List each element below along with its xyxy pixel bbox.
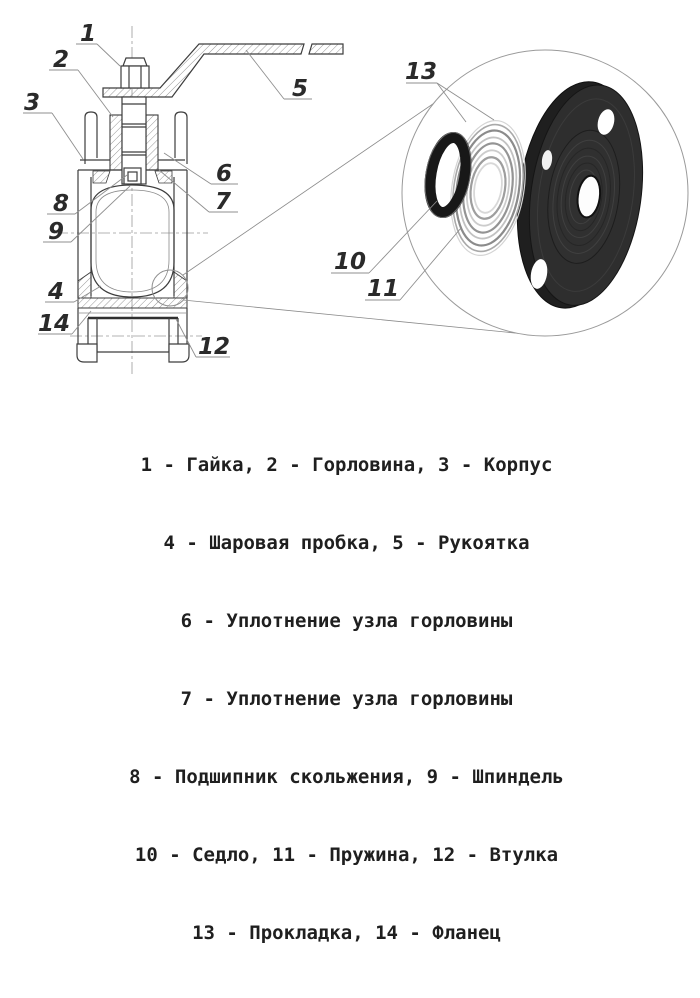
legend-line-2: 4 - Шаровая пробка, 5 - Рукоятка	[163, 532, 530, 554]
callout-number-4: 4	[47, 279, 65, 305]
bottom-flange-bushing	[77, 308, 189, 362]
callout-number-14: 14	[37, 311, 71, 337]
callout-number-13: 13	[404, 59, 438, 85]
callout-number-2: 2	[52, 47, 70, 73]
stem-nut	[121, 58, 149, 88]
callout-number-8: 8	[52, 191, 70, 217]
spindle	[122, 97, 146, 184]
detail-view	[183, 50, 688, 336]
callout-number-12: 12	[197, 334, 231, 360]
parts-legend	[0, 400, 693, 998]
legend-line-1: 1 - Гайка, 2 - Горловина, 3 - Корпус	[140, 454, 553, 476]
callout-number-1: 1	[79, 21, 97, 47]
legend-line-4: 7 - Уплотнение узла горловины	[180, 688, 513, 710]
ball-plug	[91, 185, 174, 297]
leader-line-7	[159, 170, 209, 212]
legend-line-3: 6 - Уплотнение узла горловины	[180, 610, 513, 632]
leader-line-1	[97, 44, 120, 66]
legend-line-5: 8 - Подшипник скольжения, 9 - Шпиндель	[129, 766, 564, 788]
leader-line-3	[52, 113, 83, 159]
callout-number-7: 7	[214, 189, 232, 215]
callout-number-9: 9	[47, 219, 65, 245]
callout-number-5: 5	[291, 76, 309, 102]
leader-line-5	[246, 50, 284, 99]
valve-diagram-svg	[0, 0, 700, 400]
callout-number-6: 6	[215, 161, 233, 187]
callout-number-3: 3	[23, 90, 41, 116]
legend-line-6: 10 - Седло, 11 - Пружина, 12 - Втулка	[134, 844, 559, 866]
callout-number-11: 11	[366, 276, 400, 302]
callout-number-10: 10	[333, 249, 367, 275]
legend-line-7: 13 - Прокладка, 14 - Фланец	[192, 922, 501, 944]
